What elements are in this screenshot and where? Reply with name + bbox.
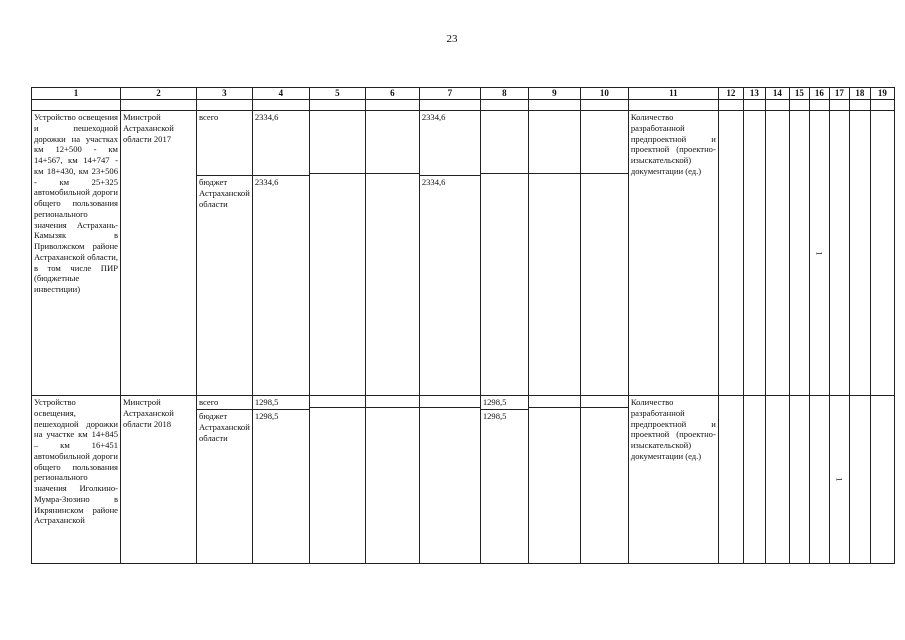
- funding-source-cell: [197, 396, 253, 564]
- col-header: 17: [829, 88, 849, 100]
- indicator-cell: Количество разработанной предпроектной и проектной (проектно-изыскательской) документации (ед.): [628, 396, 718, 564]
- col-header: 19: [870, 88, 894, 100]
- source-total: всего: [199, 112, 219, 123]
- col6-cell: [365, 111, 419, 396]
- value-regional: 1298,5: [253, 409, 309, 423]
- source-regional-budget: бюджет Астраханской области: [199, 177, 250, 209]
- col5-cell: [309, 111, 365, 396]
- col-header: 12: [718, 88, 743, 100]
- col-header: 15: [789, 88, 809, 100]
- col-header: 6: [365, 88, 419, 100]
- budget-table: [31, 87, 895, 564]
- source-regional-budget: бюджет Астраханской области: [199, 411, 250, 443]
- col4-cell: [252, 111, 309, 396]
- col-header: 2: [121, 88, 197, 100]
- value-regional: 1298,5: [481, 409, 528, 423]
- source-total: всего: [199, 397, 219, 408]
- measure-description: Устройство освещения, пешеходной дорожки на участке км 14+845 – км 16+451 автомобильной дороги общего пользования регионального значения Иголкино- Мумра-Зюзино в Икрянинском районе Астраханской: [32, 396, 121, 564]
- executor-cell: Минстрой Астраханской области 2017: [121, 111, 197, 396]
- col7-cell: [419, 396, 480, 564]
- value-regional: 2334,6: [253, 175, 309, 189]
- col-header: 7: [419, 88, 480, 100]
- col16-value: 1: [809, 111, 829, 396]
- measure-description: Устройство освещения и пешеходной дорожки на участках км 12+500 - км 14+567, км 14+747 - км 18+430, км 23+506 - км 25+325 автомобильной дороги общего пользования регионального значения Астрахань-Камызяк в Приволжском районе Астраханской области, в том числе ПИР (бюджетные инвестиции): [32, 111, 121, 396]
- col-header: 11: [628, 88, 718, 100]
- value-total: 1298,5: [482, 397, 507, 408]
- col-header: 1: [32, 88, 121, 100]
- col-header: 9: [528, 88, 580, 100]
- col10-cell: [580, 396, 628, 564]
- col6-cell: [365, 396, 419, 564]
- col17-value: 1: [829, 396, 849, 564]
- col-header: 18: [849, 88, 870, 100]
- col9-cell: [528, 396, 580, 564]
- table-row: [32, 111, 895, 396]
- col-header: 5: [309, 88, 365, 100]
- funding-source-cell: [197, 111, 253, 396]
- spacer-row: [32, 100, 895, 111]
- col-header: 14: [765, 88, 789, 100]
- col4-cell: [252, 396, 309, 564]
- col10-cell: [580, 111, 628, 396]
- col-header: 4: [252, 88, 309, 100]
- col9-cell: [528, 111, 580, 396]
- col-header: 13: [743, 88, 765, 100]
- col-header: 16: [809, 88, 829, 100]
- header-row: [32, 88, 895, 100]
- col8-cell: [480, 111, 528, 396]
- col7-cell: [419, 111, 480, 396]
- page-number: 23: [446, 33, 458, 45]
- table-row: [32, 396, 895, 564]
- executor-cell: Минстрой Астраханской области 2018: [121, 396, 197, 564]
- col-header: 10: [580, 88, 628, 100]
- value-total: 2334,6: [421, 112, 446, 123]
- indicator-cell: Количество разработанной предпроектной и проектной (проектно-изыскательской) документации (ед.): [628, 111, 718, 396]
- value-regional: 2334,6: [420, 175, 480, 189]
- col-header: 3: [197, 88, 253, 100]
- value-total: 1298,5: [254, 397, 279, 408]
- col-header: 8: [480, 88, 528, 100]
- col5-cell: [309, 396, 365, 564]
- value-total: 2334,6: [254, 112, 279, 123]
- col8-cell: [480, 396, 528, 564]
